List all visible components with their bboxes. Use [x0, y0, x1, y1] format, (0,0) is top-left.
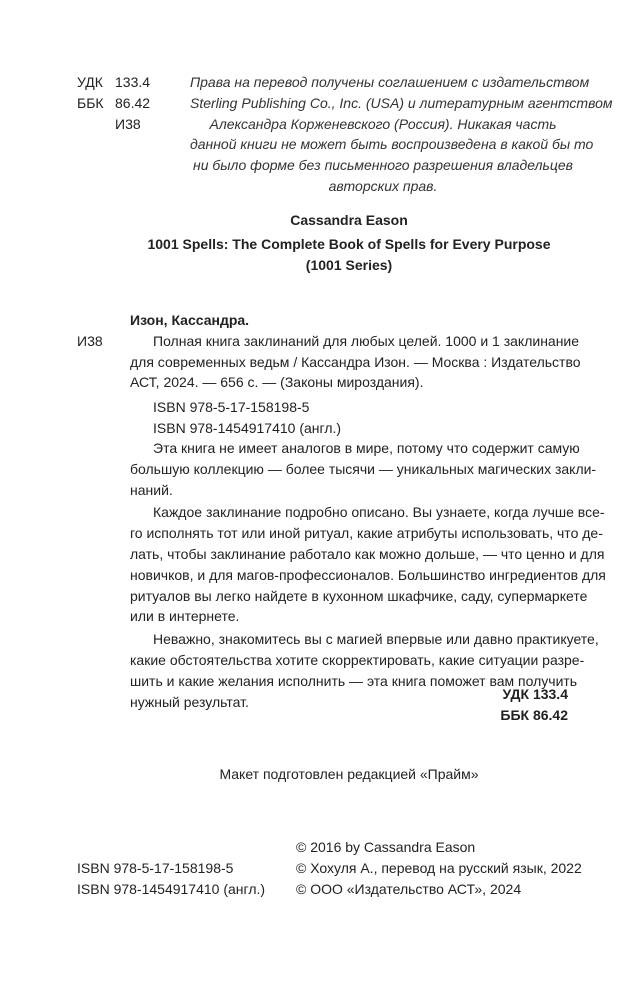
- copyright-line: © 2016 by Cassandra Eason: [296, 839, 476, 855]
- udk-label: УДК: [77, 74, 103, 90]
- annotation-line: Эта книга не имеет аналогов в мире, потому что содержит самую: [153, 440, 580, 456]
- original-title: 1001 Spells: The Complete Book of Spells for Every Purpose: [147, 235, 551, 252]
- annotation: [130, 438, 606, 712]
- record-isbn: ISBN 978-1454917410 (англ.): [153, 419, 342, 436]
- record-author: Изон, Кассандра.: [130, 312, 250, 328]
- annotation-line: или в интернете.: [130, 608, 240, 625]
- copyrights: [296, 837, 582, 899]
- copyright-line: © Хохуля А., перевод на русский язык, 2022: [296, 859, 582, 876]
- annotation-line: наний.: [130, 481, 173, 498]
- rights-line: ни было форме без письменного разрешения владельцев: [193, 157, 573, 174]
- copyright-line: © ООО «Издательство АСТ», 2024: [296, 880, 522, 897]
- original-author: Cassandra Eason: [290, 212, 408, 228]
- rights-line: авторских прав.: [328, 177, 438, 194]
- annotation-line: какие обстоятельства хотите скорректировать, какие ситуации разре-: [130, 651, 585, 668]
- catalog-record: [77, 310, 581, 439]
- annotation-line: го исполнять тот или иной ритуал, какие атрибуты использовать, что де-: [130, 525, 603, 542]
- annotation-paragraph: [130, 502, 606, 627]
- rights-notice: [190, 72, 613, 197]
- classification-codes: [77, 72, 151, 134]
- record-author-mark: И38: [77, 332, 103, 349]
- layout-note: Макет подготовлен редакцией «Прайм»: [219, 766, 479, 782]
- rights-line: Sterling Publishing Co., Inc. (USA) и литературным агентством: [190, 94, 613, 111]
- udk-value: 133.4: [115, 74, 151, 90]
- footer-bbk: ББК 86.42: [500, 706, 568, 723]
- original-series: (1001 Series): [305, 256, 393, 273]
- rights-line: Права на перевод получены соглашением с издательством: [190, 74, 590, 90]
- record-description-line: АСТ, 2024. — 656 с. — (Законы мироздания).: [130, 374, 424, 391]
- record-description-line: для современных ведьм / Кассандра Изон. — Москва : Издательство: [130, 353, 581, 370]
- annotation-line: нужный результат.: [130, 693, 249, 710]
- record-description-line: Полная книга заклинаний для любых целей. 1000 и 1 заклинание: [153, 332, 580, 349]
- bbk-value: 86.42: [115, 94, 151, 111]
- author-mark: И38: [115, 115, 141, 132]
- annotation-line: Каждое заклинание подробно описано. Вы узнаете, когда лучше все-: [153, 504, 605, 521]
- bottom-isbn-line: ISBN 978-5-17-158198-5: [77, 860, 234, 876]
- original-edition: [130, 210, 568, 275]
- annotation-line: шить и какие желания исполнить — эта книга поможет вам получить: [130, 672, 578, 689]
- bottom-isbn-line: ISBN 978-1454917410 (англ.): [77, 880, 266, 897]
- footer-udk: УДК 133.4: [502, 686, 568, 702]
- footer-codes: [130, 684, 568, 726]
- rights-line: данной книги не может быть воспроизведена в какой бы то: [190, 136, 594, 153]
- annotation-line: лать, чтобы заклинание работало как можно дольше, — что ценно и для: [130, 545, 605, 562]
- rights-line: Александра Корженевского (Россия). Никакая часть: [209, 115, 557, 132]
- annotation-line: ритуалов вы легко найдете в кухонном шкафчике, саду, супермаркете: [130, 587, 588, 604]
- record-isbn: ISBN 978-5-17-158198-5: [153, 399, 310, 416]
- annotation-paragraph: [130, 438, 597, 500]
- annotation-line: новичков, и для магов-профессионалов. Большинство ингредиентов для: [130, 566, 606, 583]
- annotation-line: Неважно, знакомитесь вы с магией впервые или давно практикуете,: [153, 631, 599, 648]
- bottom-isbn: [77, 858, 265, 900]
- annotation-line: большую коллекцию — более тысячи — уникальных магических закли-: [130, 460, 597, 477]
- bbk-label: ББК: [77, 94, 104, 111]
